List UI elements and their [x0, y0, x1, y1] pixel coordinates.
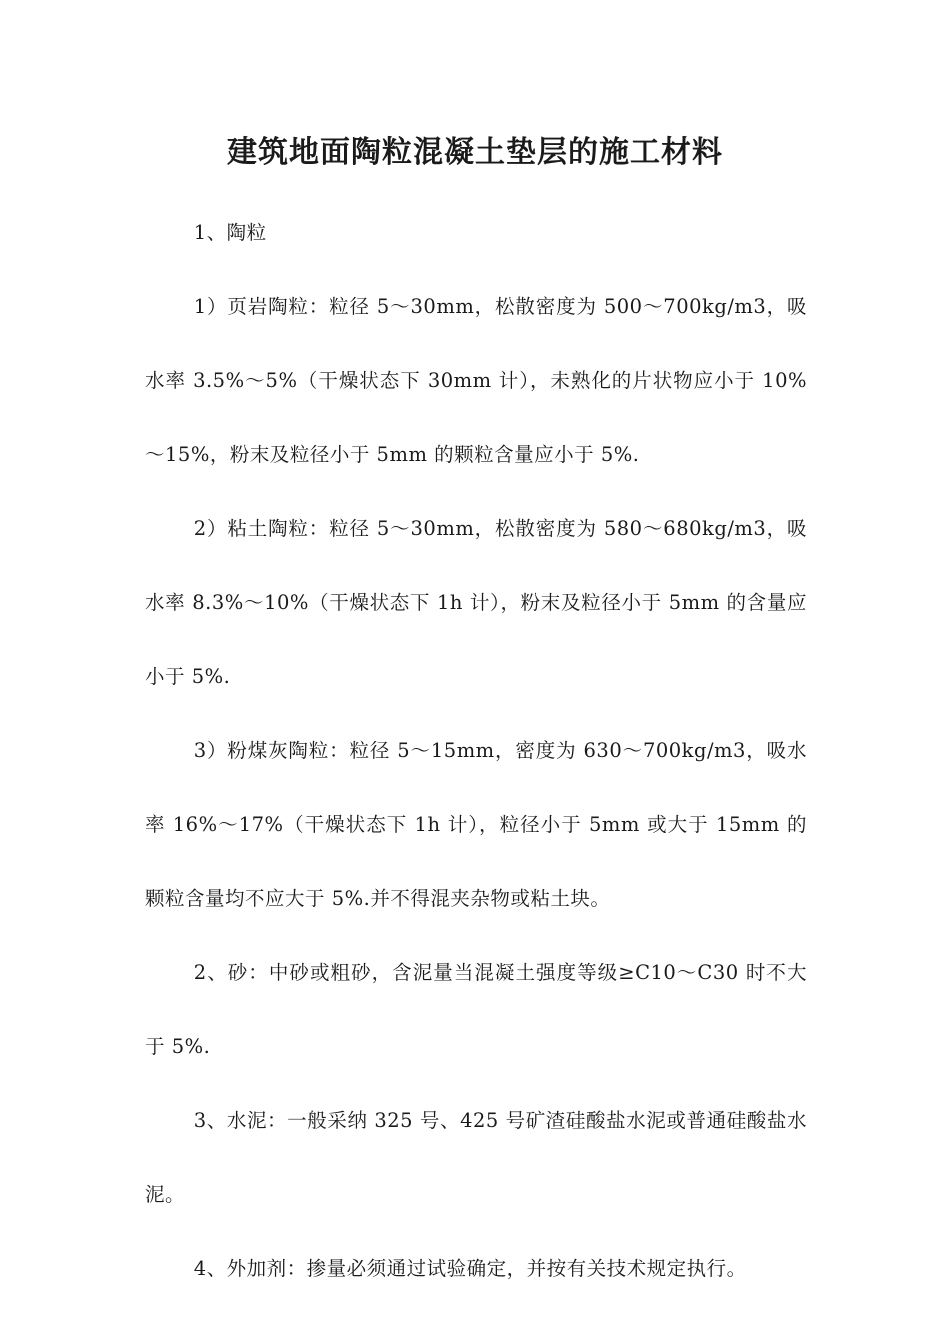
- paragraph-shale-ceramsite: 1）页岩陶粒：粒径 5～30mm，松散密度为 500～700kg/m3，吸水率 3.5%～5%（干燥状态下 30mm 计），未熟化的片状物应小于 10%～15%，粉末及粒径小于 5mm 的颗粒含量应小于 5%.: [145, 295, 807, 466]
- paragraph-ceramsite-heading: 1、陶粒: [193, 221, 267, 244]
- paragraph-clay-ceramsite: 2）粘土陶粒：粒径 5～30mm，松散密度为 580～680kg/m3，吸水率 8.3%～10%（干燥状态下 1h 计），粉末及粒径小于 5mm 的含量应小于 5%.: [145, 517, 807, 688]
- document-title: 建筑地面陶粒混凝土垫层的施工材料: [227, 135, 723, 170]
- paragraph-cement: 3、水泥：一般采纳 325 号、425 号矿渣硅酸盐水泥或普通硅酸盐水泥。: [145, 1109, 807, 1206]
- paragraph-sand: 2、砂：中砂或粗砂，含泥量当混凝土强度等级≥C10～C30 时不大于 5%.: [145, 961, 807, 1058]
- paragraph-flyash-ceramsite: 3）粉煤灰陶粒：粒径 5～15mm，密度为 630～700kg/m3，吸水率 16%～17%（干燥状态下 1h 计），粒径小于 5mm 或大于 15mm 的颗粒含量均不应大于 5%.并不得混夹杂物或粘土块。: [145, 739, 807, 910]
- paragraph-admixture: 4、外加剂：掺量必须通过试验确定，并按有关技术规定执行。: [193, 1257, 747, 1280]
- document-body: [145, 196, 807, 1306]
